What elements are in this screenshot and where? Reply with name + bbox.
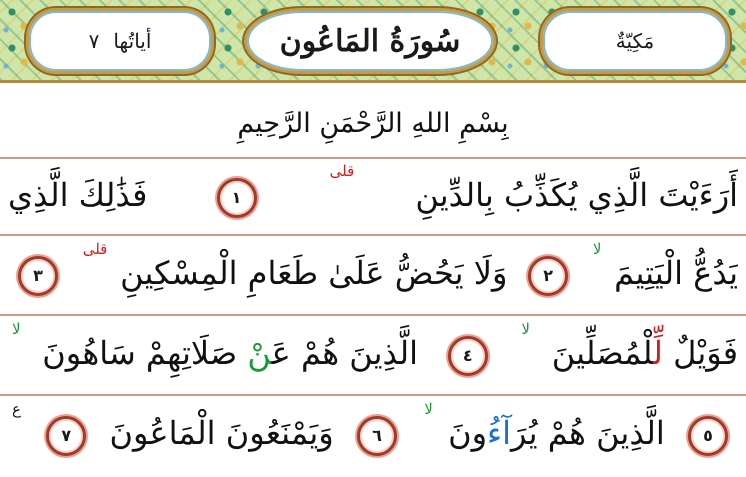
revelation-type: مَكِيّةٌ — [615, 29, 655, 53]
line-divider — [0, 314, 746, 316]
waqf-mark: لا — [12, 320, 21, 338]
verse-text: وَلَا يَحُضُّ عَلَىٰ طَعَامِ الْمِسْكِينِ — [120, 254, 508, 292]
verse-count-label: أياتُها — [113, 29, 152, 53]
waqf-mark: لا — [592, 240, 602, 258]
tajweed-highlight: آءُ — [487, 414, 511, 452]
ruku-mark: ع — [12, 400, 21, 418]
ayah-number-marker: ٦ — [357, 416, 397, 456]
ayah-number-marker: ١ — [217, 178, 257, 218]
tajweed-highlight: لِّ — [653, 334, 663, 372]
waqf-mark: قلى — [329, 162, 355, 180]
verse-count: ٧ — [88, 29, 100, 53]
verse-text: فَوَيْلٌ لِّلْمُصَلِّينَ — [551, 334, 738, 372]
verse-text: يَدُعُّ الْيَتِيمَ — [614, 254, 738, 292]
revelation-cartouche — [540, 8, 730, 74]
surah-header — [0, 0, 746, 83]
ayah-number-marker: ٣ — [18, 256, 58, 296]
mushaf-line-4 — [8, 398, 738, 468]
tajweed-highlight: نْ — [247, 334, 272, 372]
verse-text: الَّذِينَ هُمْ يُرَآءُونَ — [448, 414, 665, 452]
mushaf-line-1 — [8, 160, 738, 230]
ayah-number-marker: ٧ — [46, 416, 86, 456]
mushaf-line-3 — [8, 318, 738, 388]
verse-count-cartouche — [26, 8, 214, 74]
verse-text: أَرَءَيْتَ الَّذِي يُكَذِّبُ بِالدِّينِ — [415, 176, 738, 214]
verse-text: فَذَٰلِكَ الَّذِي — [8, 176, 148, 214]
mushaf-line-2 — [8, 238, 738, 308]
ayah-number-marker: ٤ — [448, 336, 488, 376]
line-divider — [0, 394, 746, 396]
waqf-mark: لا — [424, 400, 433, 418]
bismillah: بِسْمِ اللهِ الرَّحْمَنِ الرَّحِيمِ — [237, 108, 509, 139]
waqf-mark: لا — [521, 320, 530, 338]
verse-text: وَيَمْنَعُونَ الْمَاعُونَ — [109, 414, 334, 452]
line-divider — [0, 234, 746, 236]
surah-title: سُورَةُ المَاعُون — [279, 23, 461, 59]
verse-text: الَّذِينَ هُمْ عَنْ صَلَاتِهِمْ سَاهُونَ — [42, 334, 418, 372]
ayah-number-marker: ٥ — [688, 416, 728, 456]
ayah-number-marker: ٢ — [528, 256, 568, 296]
waqf-mark: قلى — [82, 240, 108, 258]
line-divider — [0, 157, 746, 159]
surah-title-cartouche — [244, 8, 496, 74]
